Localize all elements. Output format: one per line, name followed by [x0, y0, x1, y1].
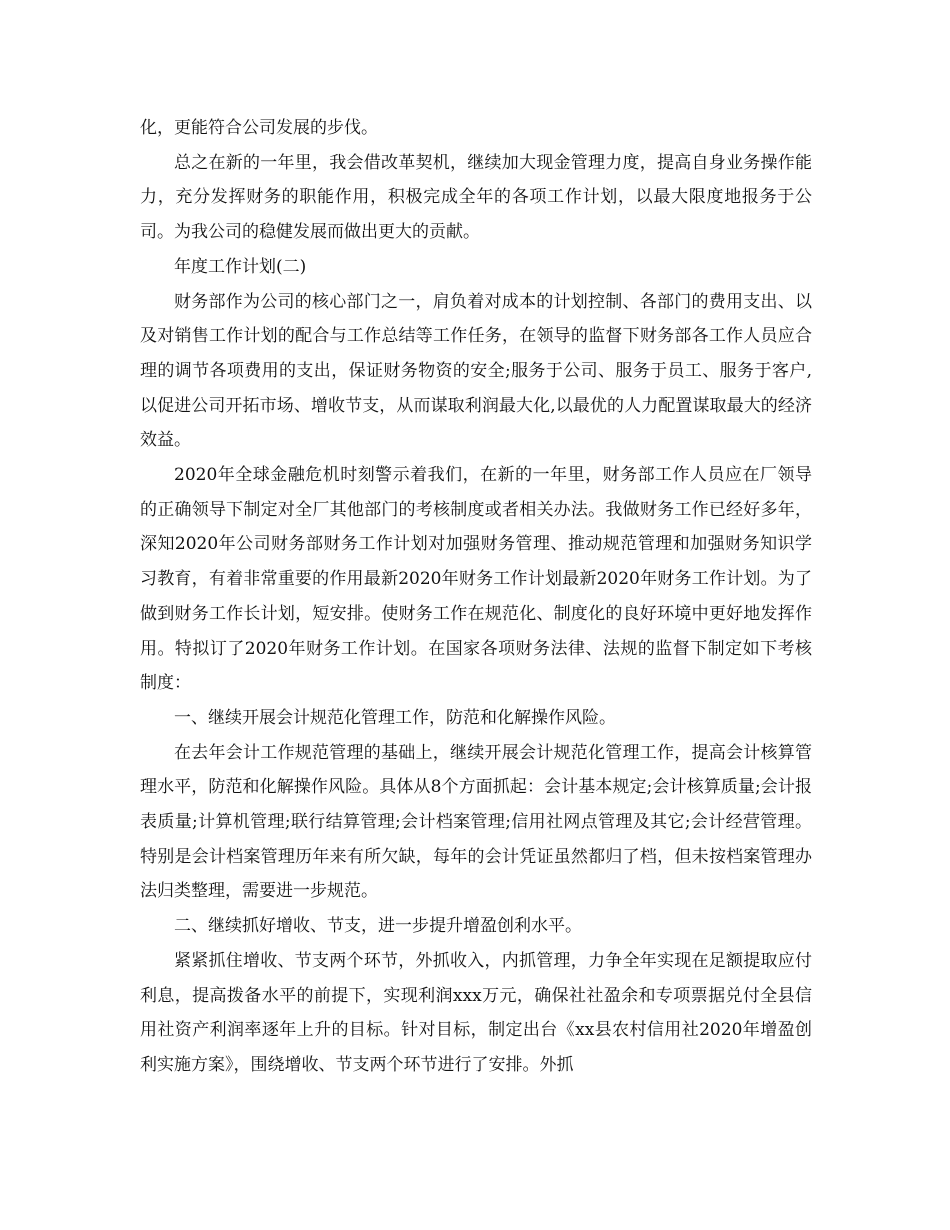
paragraph-accounting: 在去年会计工作规范管理的基础上，继续开展会计规范化管理工作，提高会计核算管理水平，防范和化解操作风险。具体从8个方面抓起：会计基本规定;会计核算质量;会计报表质量;计算机管理;联行结算管理;会计档案管理;信用社网点管理及其它;会计经营管理。特别是会计档案管理历年来有所欠缺，每年的会计凭证虽然都归了档，但未按档案管理办法归类整理，需要进一步规范。: [140, 742, 812, 902]
paragraph-continuation: 化，更能符合公司发展的步伐。: [140, 118, 378, 138]
paragraph-finance-role: 财务部作为公司的核心部门之一，肩负着对成本的计划控制、各部门的费用支出、以及对销售工作计划的配合与工作总结等工作任务，在领导的监督下财务部各工作人员应合理的调节各项费用的支出，保证财务物资的安全;服务于公司、服务于员工、服务于客户,以促进公司开拓市场、增收节支，从而谋取利润最大化,以最优的人力配置谋取最大的经济效益。: [140, 291, 812, 451]
subheading-two: 二、继续抓好增收、节支，进一步提升增盈创利水平。: [174, 916, 582, 937]
paragraph-summary: 总之在新的一年里，我会借改革契机，继续加大现金管理力度，提高自身业务操作能力，充分发挥财务的职能作用，积极完成全年的各项工作计划，以最大限度地报务于公司。为我公司的稳健发展而做出更大的贡献。: [140, 152, 812, 243]
section-title: 年度工作计划(二): [174, 256, 307, 277]
document-page: [140, 111, 812, 1083]
subheading-one: 一、继续开展会计规范化管理工作，防范和化解操作风险。: [174, 707, 616, 728]
paragraph-profit: 紧紧抓住增收、节支两个环节，外抓收入，内抓管理，力争全年实现在足额提取应付利息，提高拨备水平的前提下，实现利润xxx万元，确保社社盈余和专项票据兑付全县信用社资产利润率逐年上升的目标。针对目标，制定出台《xx县农村信用社2020年增盈创利实施方案》，围绕增收、节支两个环节进行了安排。外抓: [140, 950, 812, 1075]
paragraph-crisis: 2020年全球金融危机时刻警示着我们，在新的一年里，财务部工作人员应在厂领导的正确领导下制定对全厂其他部门的考核制度或者相关办法。我做财务工作已经好多年，深知2020年公司财务部财务工作计划对加强财务管理、推动规范管理和加强财务知识学习教育，有着非常重要的作用最新2020年财务工作计划最新2020年财务工作计划。为了做到财务工作长计划，短安排。使财务工作在规范化、制度化的良好环境中更好地发挥作用。特拟订了2020年财务工作计划。在国家各项财务法律、法规的监督下制定如下考核制度：: [140, 465, 812, 694]
